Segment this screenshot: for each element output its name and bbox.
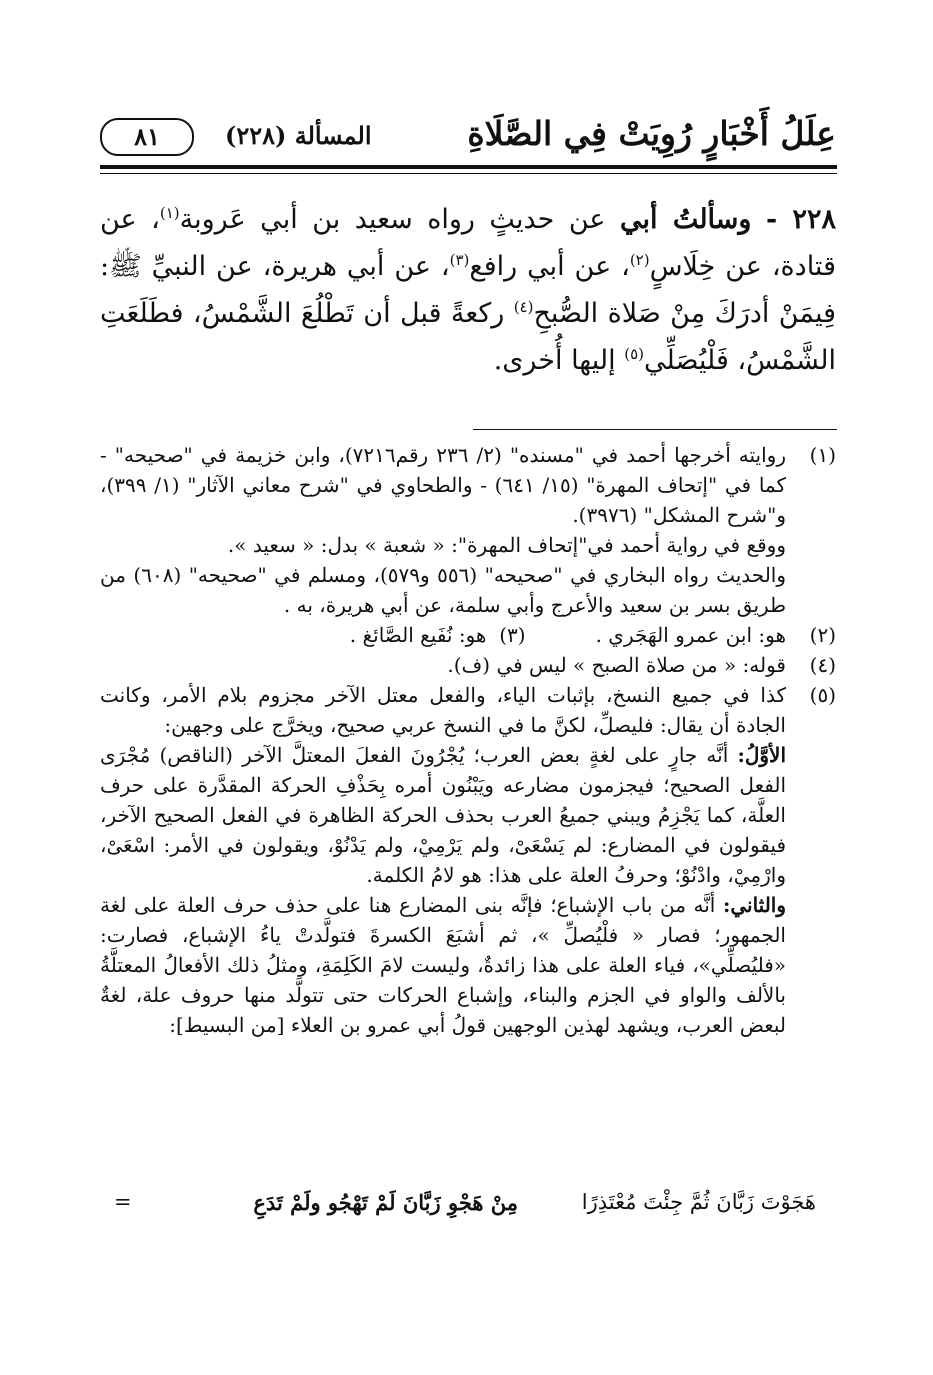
footnote-4 (100, 650, 836, 680)
footnote-label: والثاني: (722, 893, 787, 917)
issue-number: ٢٢٨ - (765, 204, 836, 235)
main-text-part: ، عن قتادة، عن خِلَاسٍ (100, 204, 836, 282)
book-title: عِلَلُ أَخْبَارٍ رُوِيَتْ فِي الصَّلَاةِ (467, 114, 836, 153)
main-text-part: عن حديثٍ رواه سعيد بن أبي عَروبة (179, 204, 606, 235)
footnote-text: أنَّه من باب الإشباع؛ فإنَّه بنى المضارع هنا على حذف حرف العلة على لغة الجمهور؛ فصار « فلْيُصلِّ »، ثم أشبَعَ الكسرةَ فتولَّدتْ ياءُ الإشباع، فصارت: «فليُصلِّي»، فياء العلة على هذا زائدةٌ، وليست لامَ الكَلِمَةِ، ومثلُ ذلك الأفعالُ المعتلَّةُ بالألف والواو في الجزم والبناء، وإشباع الحركات حتى تتولَّد منها حروف علة، لغةٌ لبعض العرب، ويشهد لهذين الوجهين قولُ أبي عمرو بن العلاء [من البسيط]: (100, 893, 786, 1037)
page-number: ٨١ (100, 118, 194, 156)
footnote-ref[interactable]: (٤) (513, 298, 534, 316)
main-text-part: ركعةً قبل أن تَطْلُعَ الشَّمْسُ، فطَلَعَتِ الشَّمْسُ، فَلْيُصَلِّي (100, 298, 836, 376)
footnote-text: قوله: « من صلاة الصبح » ليس في (ف). (447, 653, 786, 677)
footnote-number: (٥) (809, 683, 836, 707)
footnote-text: أنَّه جارٍ على لغةٍ بعض العرب؛ يُجْرُونَ الفعلَ المعتلَّ الآخر (الناقص) مُجْرَى الفعل الصحيح؛ فيجزمون مضارعه ويَبْنُون أمره بِحَذْفِ الحركة المقدَّرة على حرف العلَّة، كما يَجْزِمُ ويبني جميعُ العرب بحذف الحركة الظاهرة في الفعل الصحيح الآخر، فيقولون في المضارع: لم يَسْعَىْ، ولم يَرْمِيْ، ولم يَدْنُوْ، ويقولون في الأمر: اسْعَىْ، وارْمِيْ، وادْنُوْ؛ وحرفُ العلة على هذا: هو لامُ الكلمة. (100, 743, 786, 887)
footnote-2-3 (100, 620, 836, 650)
main-text (100, 196, 836, 384)
footnote-text: كذا في جميع النسخ، بإثبات الياء، والفعل معتل الآخر مجزوم بلام الأمر، وكانت الجادة أن يقال: فليصلِّ، لكنَّ ما في النسخ عربي صحيح، ويخرَّج على وجهين: (100, 683, 786, 737)
footnote-number: (٣) (499, 623, 526, 647)
footnote-label: الأوَّلُ: (737, 743, 787, 767)
verse-hemistich-second: مِنْ هَجْوِ زَبَّانَ لَمْ تَهْجُو ولَمْ تَدَعِ (253, 1190, 518, 1215)
footnote-ref[interactable]: (١) (159, 204, 180, 222)
footnote-line: والحديث رواه البخاري في "صحيحه" (٥٥٦ و٥٧٩)، ومسلم في "صحيحه" (٦٠٨) من طريق بسر بن سعيد والأعرج وأبي سلمة، عن أبي هريرة، به . (100, 563, 786, 617)
footnote-text: هو: نُفَيع الصَّائغ . (349, 623, 487, 647)
footnote-ref[interactable]: (٢) (629, 251, 650, 269)
poetry-verse (100, 1190, 836, 1224)
main-text-part: إليها أُخرى. (493, 345, 616, 376)
footnote-line: ووقع في رواية أحمد في"إتحاف المهرة": « شعبة » بدل: « سعيد ». (227, 533, 786, 557)
verse-hemistich-first: هَجَوْتَ زَبَّانَ ثُمَّ جِئْتَ مُعْتَذِرًا (581, 1190, 816, 1214)
issue-label: المسألة (٢٢٨) (225, 121, 372, 150)
footnote-ref[interactable]: (٥) (624, 345, 644, 363)
header-rule-thick (100, 165, 837, 169)
continuation-mark: = (114, 1190, 132, 1214)
footnote-1 (100, 440, 836, 620)
header-rule-thin (100, 173, 837, 174)
footnote-separator (473, 429, 837, 430)
footnote-number: (١) (809, 443, 836, 467)
main-text-part: ، عن أبي رافع (469, 251, 630, 282)
footnote-ref[interactable]: (٣) (449, 251, 470, 269)
footnote-line: روايته أخرجها أحمد في "مسنده" (٢/ ٢٣٦ رقم٧٢١٦)، وابن خزيمة في "صحيحه" - كما في "إتحاف المهرة" (١٥/ ٦٤١) - والطحاوي في "شرح معاني الآثار" (١/ ٣٩٩)، و"شرح المشكل" (٣٩٧٦). (100, 443, 786, 527)
footnote-text: هو: ابن عمرو الهَجَري . (595, 623, 786, 647)
footnote-number: (٢) (809, 623, 836, 647)
footnote-5 (100, 680, 836, 1040)
main-text-part: ، عن أبي هريرة، عن النبيِّ ﷺ: فِيمَنْ أدرَكَ مِنْ صَلاة الصُّبحِ (100, 251, 837, 329)
footnote-number: (٤) (809, 653, 836, 677)
page-header (100, 112, 836, 162)
main-opening: وسألتُ أبي (619, 204, 752, 235)
footnotes (100, 440, 836, 1040)
